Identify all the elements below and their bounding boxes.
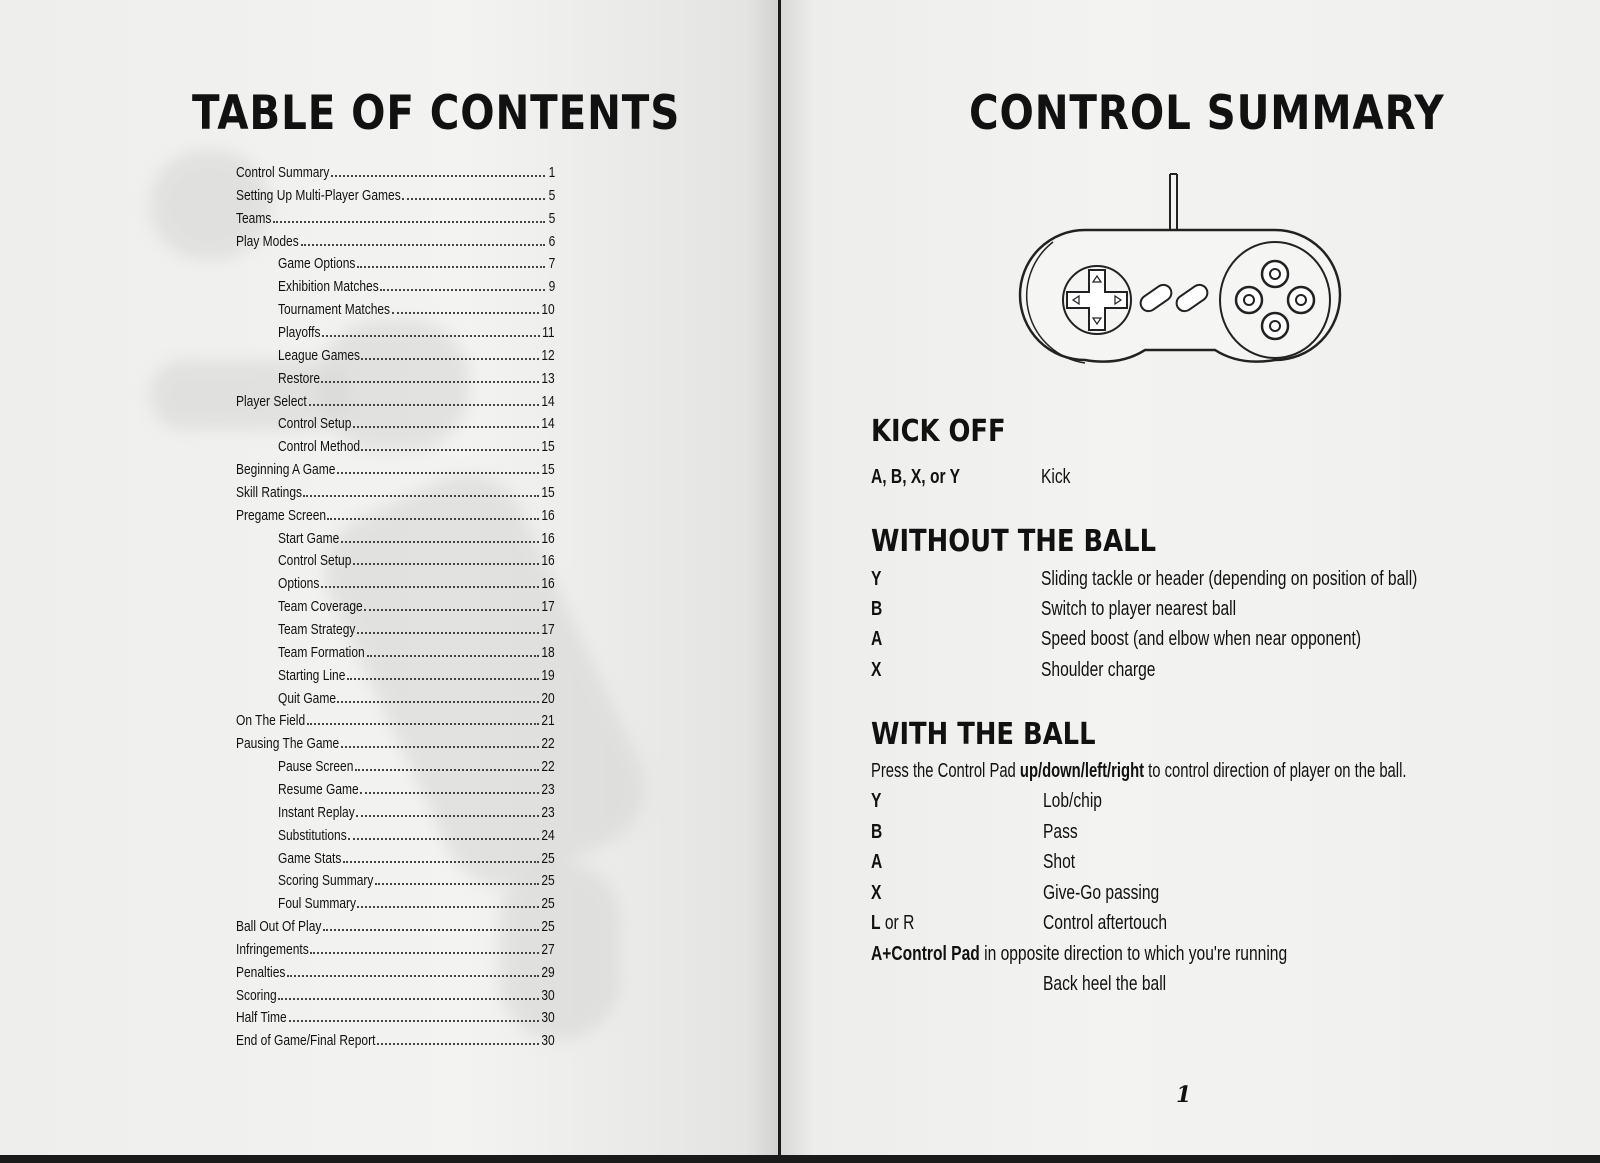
toc-entry [236, 959, 555, 981]
toc-leader-dots [380, 289, 545, 291]
toc-entry-label: Exhibition Matches [278, 278, 379, 296]
toc-entry-label: Substitutions [278, 826, 347, 844]
kick-off-heading: KICK OFF [871, 414, 1006, 449]
toc-leader-dots [278, 998, 539, 1000]
with-ball-action-lr: Control aftertouch [1043, 912, 1168, 934]
toc-entry-page: 1 [548, 164, 555, 181]
toc-entry-label: Starting Line [278, 666, 346, 684]
toc-entry [236, 936, 555, 958]
without-ball-key-y: Y [871, 568, 882, 590]
toc-leader-dots [343, 861, 539, 863]
toc-entry-label: Foul Summary [278, 895, 357, 913]
toc-entry [278, 890, 555, 912]
toc-entry [236, 913, 555, 935]
without-ball-action-x: Shoulder charge [1041, 659, 1156, 681]
toc-entry-page: 23 [541, 780, 555, 798]
toc-entry-label: Tournament Matches [278, 301, 391, 319]
toc-entry [236, 730, 555, 752]
toc-entry-page: 16 [541, 506, 555, 524]
toc-entry-label: Control Method [278, 438, 361, 456]
toc-entry [278, 753, 555, 775]
toc-entry [278, 250, 555, 272]
toc-entry [278, 685, 555, 707]
toc-entry-label: On The Field [236, 712, 306, 730]
toc-entry [278, 570, 555, 592]
without-ball-action-y: Sliding tackle or header (depending on position of ball) [1041, 568, 1418, 590]
toc-entry-page: 12 [541, 346, 555, 364]
toc-entry-label: Teams [236, 209, 272, 227]
toc-entry [278, 296, 555, 318]
toc-entry [236, 502, 555, 524]
toc-leader-dots [361, 449, 539, 451]
toc-entry [236, 205, 555, 227]
toc-entry-label: Pregame Screen [236, 506, 327, 524]
toc-leader-dots [402, 198, 545, 200]
toc-entry-page: 5 [548, 186, 555, 204]
toc-entry-page: 15 [541, 438, 555, 456]
toc-entry-label: Restore [278, 369, 321, 387]
toc-entry-label: Control Summary [236, 164, 330, 181]
toc-leader-dots [355, 769, 539, 771]
toc-leader-dots [289, 1020, 539, 1022]
toc-leader-dots [273, 221, 545, 223]
toc-entry-label: Team Strategy [278, 621, 356, 638]
toc-entry [236, 228, 555, 250]
with-ball-combo-action: Back heel the ball [1043, 973, 1167, 995]
toc-entry [278, 319, 555, 341]
toc-entry [278, 273, 555, 295]
toc-entry [278, 845, 555, 867]
toc-entry-label: Pausing The Game [236, 735, 340, 753]
toc-entry-page: 14 [541, 415, 555, 433]
toc-entry [278, 822, 555, 844]
toc-entry [236, 159, 555, 181]
toc-leader-dots [341, 746, 539, 748]
toc-entry-page: 14 [541, 392, 555, 410]
toc-entry [278, 616, 555, 638]
toc-leader-dots [327, 518, 539, 520]
toc-leader-dots [331, 175, 545, 177]
toc-entry-page: 30 [541, 1009, 555, 1027]
with-ball-intro: Press the Control Pad up/down/left/right to control direction of player on the ball. [871, 760, 1407, 782]
snes-controller-icon [1015, 172, 1345, 382]
toc-leader-dots [357, 266, 545, 268]
without-ball-heading: WITHOUT THE BALL [871, 524, 1157, 559]
kick-off-action: Kick [1041, 466, 1071, 488]
toc-entry-page: 30 [541, 986, 555, 1004]
toc-entry-label: Options [278, 575, 320, 593]
toc-entry [278, 433, 555, 455]
toc-entry-page: 16 [541, 575, 555, 593]
toc-entry [236, 456, 555, 478]
kick-off-key: A, B, X, or Y [871, 466, 961, 488]
toc-leader-dots [361, 358, 539, 360]
toc-entry [278, 799, 555, 821]
toc-leader-dots [287, 975, 539, 977]
toc-entry-page: 16 [541, 529, 555, 547]
toc-entry-page: 6 [548, 232, 555, 250]
toc-leader-dots [364, 609, 539, 611]
toc-entry [236, 982, 555, 1004]
toc-entry-label: Control Setup [278, 415, 352, 433]
toc-leader-dots [303, 495, 539, 497]
toc-entry-label: Infringements [236, 940, 309, 958]
with-ball-key-lr: L or R [871, 912, 915, 934]
toc-entry [278, 365, 555, 387]
with-ball-action-y: Lob/chip [1043, 790, 1102, 812]
toc-leader-dots [309, 404, 539, 406]
toc-entry-page: 11 [542, 323, 555, 341]
toc-entry [236, 1004, 555, 1026]
toc-entry-label: Control Setup [278, 552, 352, 570]
toc-entry-label: League Games [278, 346, 361, 364]
toc-entry-label: Game Options [278, 255, 356, 273]
toc-entry-page: 13 [541, 369, 555, 387]
toc-entry-label: Pause Screen [278, 758, 354, 776]
with-ball-action-x: Give-Go passing [1043, 882, 1160, 904]
toc-entry-label: Instant Replay [278, 803, 355, 821]
toc-entry-page: 17 [541, 621, 555, 638]
toc-leader-dots [392, 312, 539, 314]
right-page [781, 0, 1600, 1155]
toc-leader-dots [321, 381, 539, 383]
toc-entry [278, 662, 555, 684]
toc-entry-page: 15 [541, 461, 555, 479]
toc-entry-label: Playoffs [278, 323, 321, 341]
toc-entry [278, 593, 555, 615]
toc-entry [236, 182, 555, 204]
toc-entry [278, 639, 555, 661]
toc-leader-dots [347, 678, 539, 680]
left-page [0, 0, 778, 1155]
toc-entry [236, 479, 555, 501]
with-ball-key-y: Y [871, 790, 882, 812]
toc-leader-dots [337, 472, 539, 474]
toc-leader-dots [353, 426, 539, 428]
with-ball-key-a: A [871, 851, 883, 873]
without-ball-key-b: B [871, 598, 883, 620]
toc-entry-page: 18 [541, 643, 555, 661]
toc-entry [278, 342, 555, 364]
toc-entry-label: Team Coverage [278, 598, 363, 616]
toc-title: TABLE OF CONTENTS [192, 86, 681, 141]
toc-entry-page: 24 [541, 826, 555, 844]
toc-entry-page: 17 [541, 598, 555, 616]
toc-entry-label: Ball Out Of Play [236, 918, 322, 936]
toc-leader-dots [307, 723, 539, 725]
toc-leader-dots [341, 541, 539, 543]
toc-leader-dots [301, 244, 545, 246]
toc-entry-page: 27 [541, 940, 555, 958]
toc-entry-label: Skill Ratings [236, 483, 303, 501]
without-ball-key-x: X [871, 659, 882, 681]
toc-entry-page: 22 [541, 735, 555, 753]
control-summary-title: CONTROL SUMMARY [969, 86, 1445, 141]
toc-entry-page: 20 [541, 689, 555, 707]
toc-entry-page: 25 [541, 895, 555, 913]
toc-entry-label: Half Time [236, 1009, 287, 1027]
toc-leader-dots [322, 335, 540, 337]
toc-entry-page: 7 [548, 255, 555, 273]
toc-leader-dots [377, 1043, 539, 1045]
toc-entry [278, 410, 555, 432]
toc-entry-page: 9 [548, 278, 555, 296]
toc-leader-dots [360, 792, 539, 794]
with-ball-action-a: Shot [1043, 851, 1076, 873]
toc-entry-page: 16 [541, 552, 555, 570]
toc-leader-dots [375, 883, 539, 885]
toc-entry-label: Player Select [236, 392, 307, 410]
toc-leader-dots [353, 563, 539, 565]
toc-leader-dots [321, 586, 539, 588]
with-ball-key-b: B [871, 821, 883, 843]
with-ball-combo: A+Control Pad in opposite direction to which you're running [871, 943, 1288, 965]
toc-leader-dots [310, 952, 539, 954]
toc-leader-dots [348, 838, 539, 840]
toc-entry-label: Scoring [236, 986, 277, 1004]
toc-leader-dots [357, 632, 539, 634]
without-ball-action-a: Speed boost (and elbow when near opponent) [1041, 628, 1362, 650]
toc-entry-label: Team Formation [278, 643, 365, 661]
toc-entry-page: 30 [541, 1032, 555, 1050]
toc-leader-dots [337, 701, 539, 703]
toc-entry-page: 23 [541, 803, 555, 821]
toc-entry-page: 25 [541, 849, 555, 867]
toc-entry-page: 5 [548, 209, 555, 227]
toc-entry [236, 707, 555, 729]
toc-entry [278, 867, 555, 889]
toc-entry-label: Start Game [278, 529, 340, 547]
toc-entry-label: Game Stats [278, 849, 342, 867]
toc-entry-page: 25 [541, 872, 555, 890]
toc-entry-page: 29 [541, 963, 555, 981]
toc-entry [236, 1027, 555, 1049]
toc-entry-label: Resume Game [278, 780, 359, 798]
toc-entry-label: Quit Game [278, 689, 337, 707]
toc-entry [236, 388, 555, 410]
toc-entry-page: 25 [541, 918, 555, 936]
toc-entry-label: End of Game/Final Report [236, 1032, 376, 1050]
toc-entry-page: 19 [541, 666, 555, 684]
toc-entry [278, 525, 555, 547]
with-ball-heading: WITH THE BALL [871, 717, 1096, 752]
toc-leader-dots [356, 815, 539, 817]
toc-leader-dots [367, 655, 539, 657]
page-number: 1 [1176, 1082, 1192, 1108]
toc-leader-dots [323, 929, 539, 931]
toc-entry-page: 22 [541, 758, 555, 776]
toc-entry-page: 15 [541, 483, 555, 501]
with-ball-key-x: X [871, 882, 882, 904]
toc-leader-dots [357, 906, 539, 908]
toc-entry [278, 776, 555, 798]
toc-entry-page: 10 [541, 301, 555, 319]
toc-entry-label: Beginning A Game [236, 461, 336, 479]
toc-entry-label: Penalties [236, 963, 286, 981]
toc-entry-label: Setting Up Multi-Player Games [236, 186, 401, 204]
toc-entry [278, 547, 555, 569]
with-ball-action-b: Pass [1043, 821, 1078, 843]
toc-entry-label: Scoring Summary [278, 872, 374, 890]
toc-entry-label: Play Modes [236, 232, 299, 250]
without-ball-action-b: Switch to player nearest ball [1041, 598, 1237, 620]
toc-entry-page: 21 [541, 712, 555, 730]
without-ball-key-a: A [871, 628, 883, 650]
